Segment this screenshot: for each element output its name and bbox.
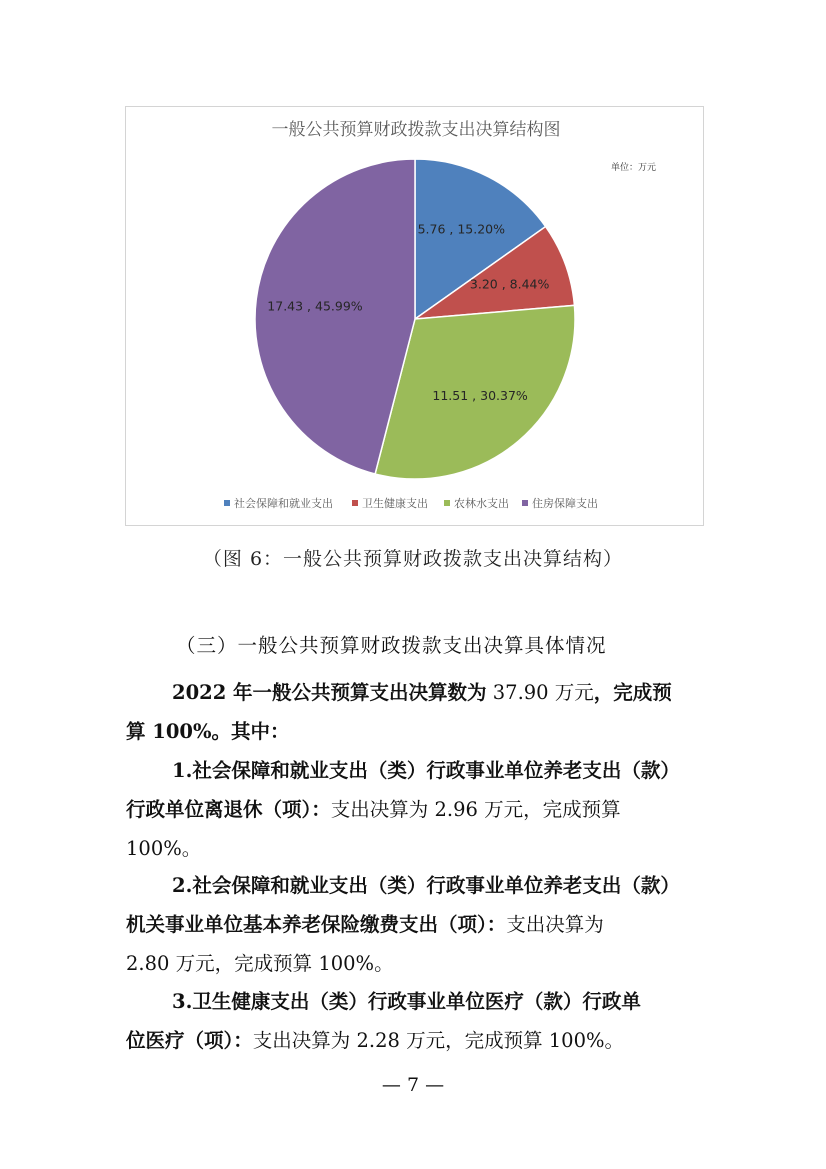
item-2-text: 支出决算为 [506, 913, 604, 936]
legend-label-1: 社会保障和就业支出 [234, 497, 333, 510]
item-3-bold: 位医疗（项）： [126, 1029, 253, 1052]
slice-label-1: 5.76 , 15.20% [417, 221, 506, 237]
pie-chart [125, 106, 704, 526]
legend-label-2: 卫生健康支出 [362, 497, 428, 510]
item-2-line1: 2.社会保障和就业支出（类）行政事业单位养老支出（款） [172, 874, 680, 897]
figure-caption: （图 6：一般公共预算财政拨款支出决算结构） [202, 548, 624, 570]
section-heading: （三）一般公共预算财政拨款支出决算具体情况 [176, 634, 607, 657]
slice-label-3: 11.51 , 30.37% [432, 387, 528, 403]
item-1-bold: 行政单位离退休（项）： [126, 798, 331, 821]
summary-amount: 37.90 万元 [486, 681, 594, 704]
legend-label-3: 农林水支出 [454, 497, 509, 510]
summary-line2: 算 100%。其中： [126, 720, 290, 743]
item-2-paragraph [126, 866, 726, 983]
pie-chart-svg [126, 107, 705, 527]
summary-suffix: ，完成预 [593, 681, 672, 704]
item-3-text: 支出决算为 2.28 万元，完成预算 100%。 [252, 1029, 625, 1052]
legend-swatch-4 [522, 500, 528, 506]
item-1-text: 支出决算为 2.96 万元，完成预算 [330, 798, 621, 821]
chart-title: 一般公共预算财政拨款支出决算结构图 [271, 120, 561, 140]
summary-paragraph [126, 673, 726, 751]
item-3-line1: 3.卫生健康支出（类）行政事业单位医疗（款）行政单 [172, 990, 641, 1013]
item-1-paragraph [126, 751, 726, 868]
item-2-bold: 机关事业单位基本养老保险缴费支出（项）： [126, 913, 507, 936]
item-1-line3: 100%。 [126, 837, 202, 860]
legend-swatch-3 [444, 500, 450, 506]
item-1-line1: 1.社会保障和就业支出（类）行政事业单位养老支出（款） [172, 759, 680, 782]
legend-label-4: 住房保障支出 [532, 497, 598, 510]
slice-label-2: 3.20 , 8.44% [469, 276, 550, 292]
summary-prefix: 2022 年一般公共预算支出决算数为 [172, 681, 487, 704]
legend-swatch-1 [224, 500, 230, 506]
chart-unit: 单位：万元 [611, 163, 657, 173]
item-2-line3: 2.80 万元，完成预算 100%。 [126, 952, 394, 975]
item-3-paragraph [126, 982, 726, 1060]
slice-label-4: 17.43 , 45.99% [267, 298, 363, 314]
page-number: — 7 — [381, 1074, 445, 1096]
legend-swatch-2 [352, 500, 358, 506]
